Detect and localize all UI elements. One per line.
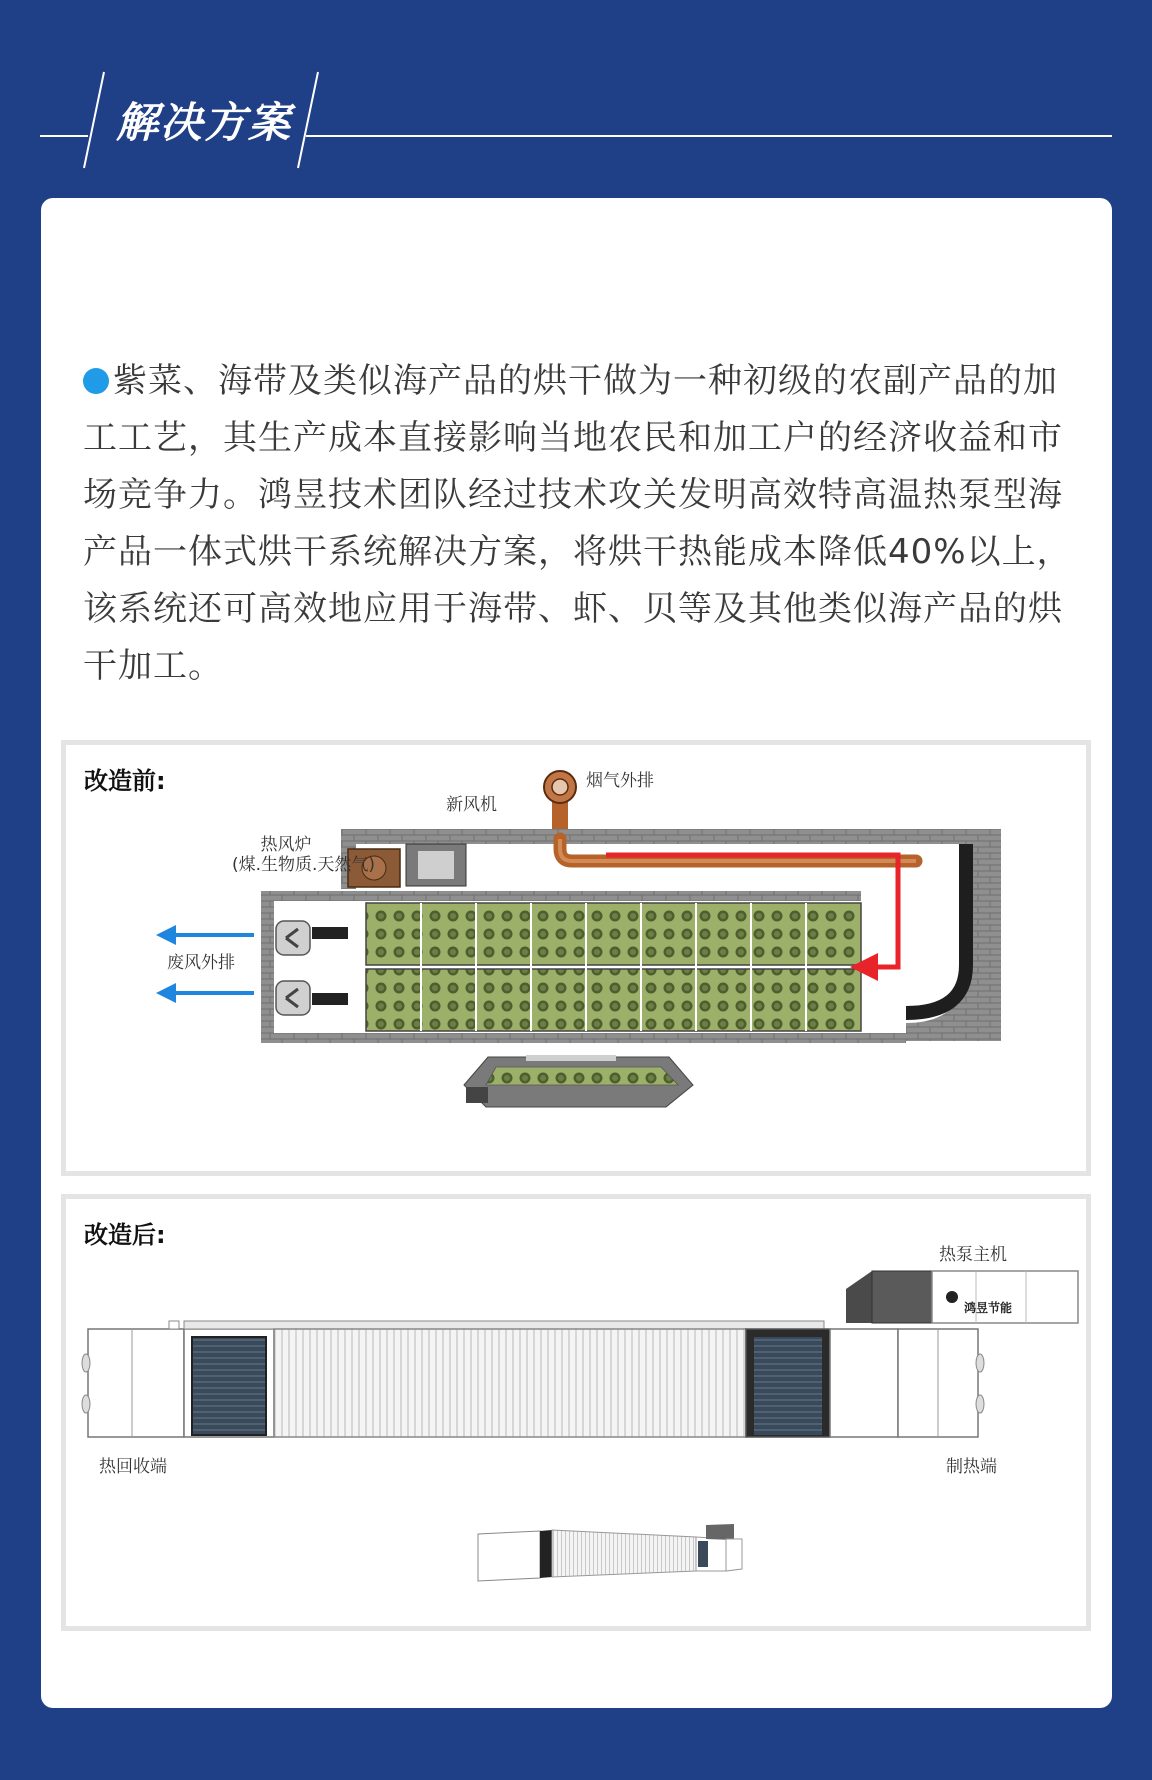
heat-recovery-end (82, 1321, 274, 1437)
brand-logo-icon (946, 1291, 958, 1303)
exhaust-air-label: 废风外排 (167, 953, 235, 973)
heat-pump-dryer-diagram (66, 1199, 1086, 1626)
fresh-air-fan (406, 844, 466, 886)
content-card (41, 198, 1112, 1708)
before-retrofit-panel (61, 740, 1091, 1176)
heat-pump-unit (846, 1271, 1078, 1323)
brand-label: 鸿昱节能 (964, 1301, 1013, 1315)
bullet-dot-icon (83, 368, 109, 394)
drying-trays-upper (366, 903, 861, 965)
left-chamber-wall (261, 891, 274, 1041)
dryer-3d-thumbnail (464, 1055, 693, 1107)
intro-text: 紫菜、海带及类似海产品的烘干做为一种初级的农副产品的加工工艺，其生产成本直接影响当地农民和加工户的经济收益和市场竞争力。鸿昱技术团队经过技术攻关发明高效特高温热泵型海产品一体式烘干系统解决方案，将烘干热能成本降低40%以上，该系统还可高效地应用于海带、虾、贝等及其他类似海产品的烘干加工。 (83, 361, 1072, 686)
section-header (0, 0, 1152, 190)
chimney (544, 771, 576, 839)
smoke-exhaust-label: 烟气外排 (586, 771, 654, 791)
before-title: 改造前: (84, 767, 166, 795)
top-wall (341, 829, 906, 844)
exhaust-fan-bottom (276, 981, 348, 1015)
drying-trays-lower (366, 969, 861, 1031)
bottom-wall (261, 1033, 906, 1043)
heat-pump-dryer-3d-thumbnail (478, 1524, 742, 1581)
middle-wall (261, 891, 861, 901)
heating-end (746, 1329, 984, 1437)
exhaust-fan-top (276, 921, 348, 955)
exhaust-arrow-top-icon (156, 925, 254, 945)
fresh-air-fan-label: 新风机 (446, 795, 497, 815)
section-title: 解决方案 (116, 98, 293, 147)
after-retrofit-panel (61, 1194, 1091, 1631)
heating-end-label: 制热端 (946, 1457, 997, 1477)
hot-air-stove-label: 热风炉 (260, 835, 312, 855)
after-title: 改造后: (84, 1221, 166, 1249)
intro-paragraph (83, 353, 1073, 695)
heat-recovery-label: 热回收端 (99, 1457, 167, 1477)
exhaust-arrow-bottom-icon (156, 983, 254, 1003)
heat-pump-label: 热泵主机 (939, 1245, 1007, 1265)
drying-chamber (274, 1329, 746, 1437)
stove-fuel-label: (煤.生物质.天然气) (231, 855, 376, 875)
chamber-roof (184, 1321, 824, 1329)
